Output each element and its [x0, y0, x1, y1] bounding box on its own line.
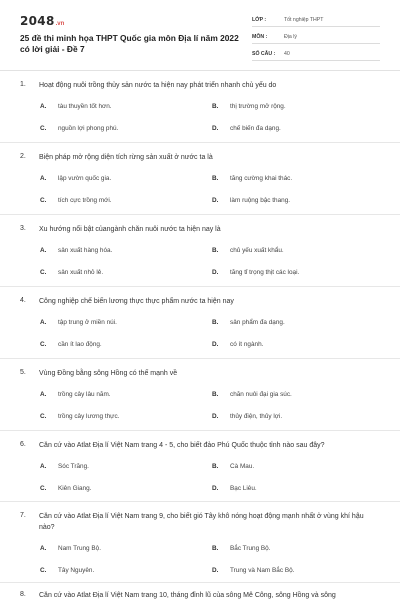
- option-a[interactable]: [40, 103, 112, 110]
- question-text: Vùng Đồng bằng sông Hồng có thế mạnh về: [39, 370, 178, 377]
- option-d[interactable]: [212, 341, 263, 348]
- option-text: Cà Mau.: [230, 463, 255, 470]
- site-logo[interactable]: [20, 14, 64, 28]
- option-b[interactable]: [212, 247, 284, 254]
- question-text: Hoạt động nuôi trồng thủy sản nước ta hiện nay phát triển nhanh chủ yếu do: [39, 82, 277, 89]
- option-letter: C.: [40, 485, 47, 492]
- option-text: nguồn lợi phong phú.: [58, 125, 119, 132]
- question-number: 5.: [20, 369, 26, 376]
- question-row: [20, 81, 380, 92]
- option-text: cần ít lao động.: [58, 341, 102, 348]
- option-d[interactable]: [212, 197, 290, 204]
- meta-label: LỚP :: [252, 17, 267, 23]
- question-text: Xu hướng nổi bật củangành chăn nuôi nước ta hiện nay là: [39, 226, 221, 233]
- option-c[interactable]: [40, 567, 94, 574]
- option-a[interactable]: [40, 463, 89, 470]
- option-a[interactable]: [40, 247, 112, 254]
- option-d[interactable]: [212, 567, 294, 574]
- question-number: 3.: [20, 225, 26, 232]
- meta-question-count: [252, 48, 380, 61]
- option-text: trồng cây lương thực.: [58, 413, 120, 420]
- question-row: [20, 153, 380, 164]
- option-text: Trung và Nam Bắc Bộ.: [230, 567, 295, 574]
- question-number: 7.: [20, 512, 26, 519]
- option-letter: D.: [212, 125, 219, 132]
- option-letter: C.: [40, 197, 47, 204]
- option-a[interactable]: [40, 175, 111, 182]
- question-item: [0, 215, 400, 287]
- question-number: 4.: [20, 297, 26, 304]
- option-letter: A.: [40, 391, 47, 398]
- document-title: 25 đề thi minh họa THPT Quốc gia môn Địa lí năm 2022 có lời giải - Đề 7: [20, 33, 239, 54]
- question-row: [20, 512, 380, 533]
- option-b[interactable]: [212, 319, 285, 326]
- option-text: trồng cây lâu năm.: [58, 391, 111, 398]
- question-text: Công nghiệp chế biến lương thực thực phẩm nước ta hiện nay: [39, 298, 234, 305]
- option-b[interactable]: [212, 103, 286, 110]
- option-letter: C.: [40, 341, 47, 348]
- option-letter: D.: [212, 269, 219, 276]
- meta-value: Địa lý: [284, 34, 297, 40]
- option-letter: D.: [212, 341, 219, 348]
- option-letter: B.: [212, 391, 219, 398]
- meta-label: SỐ CÂU :: [252, 51, 276, 57]
- question-text: Căn cứ vào Atlat Địa lí Việt Nam trang 9, cho biết gió Tây khô nóng hoạt động mạnh nhất ở vùng khí hậu nào?: [39, 513, 364, 531]
- option-b[interactable]: [212, 545, 271, 552]
- meta-subject: [252, 31, 380, 44]
- option-letter: D.: [212, 413, 219, 420]
- meta-grade: [252, 14, 380, 27]
- option-c[interactable]: [40, 485, 91, 492]
- question-row: [20, 591, 380, 600]
- option-text: thị trường mở rộng.: [230, 103, 286, 110]
- option-text: Bắc Trung Bộ.: [230, 545, 271, 552]
- question-text: Căn cứ vào Atlat Địa lí Việt Nam trang 4 - 5, cho biết đảo Phú Quốc thuộc tỉnh nào sau đây?: [39, 442, 325, 449]
- option-text: thủy điện, thủy lợi.: [230, 413, 283, 420]
- option-text: sản xuất hàng hóa.: [58, 247, 113, 254]
- option-letter: D.: [212, 567, 219, 574]
- question-row: [20, 369, 380, 380]
- meta-value: 40: [284, 51, 290, 57]
- option-letter: D.: [212, 197, 219, 204]
- option-text: sản phẩm đa dạng.: [230, 319, 285, 326]
- option-d[interactable]: [212, 269, 299, 276]
- option-c[interactable]: [40, 269, 103, 276]
- option-b[interactable]: [212, 463, 254, 470]
- question-item: [0, 583, 400, 600]
- option-letter: B.: [212, 545, 219, 552]
- option-letter: C.: [40, 125, 47, 132]
- option-letter: A.: [40, 247, 47, 254]
- option-text: sản xuất nhỏ lẻ.: [58, 269, 104, 276]
- question-row: [20, 441, 380, 452]
- option-letter: C.: [40, 567, 47, 574]
- option-text: Bạc Liêu.: [230, 485, 257, 492]
- question-list: [0, 71, 400, 600]
- question-item: [0, 431, 400, 502]
- option-text: chế biến đa dạng.: [230, 125, 281, 132]
- meta-value: Tốt nghiệp THPT: [284, 17, 324, 23]
- question-number: 1.: [20, 81, 26, 88]
- option-letter: A.: [40, 103, 47, 110]
- logo-text: 2048: [20, 14, 55, 28]
- option-letter: D.: [212, 485, 219, 492]
- question-item: [0, 359, 400, 431]
- option-a[interactable]: [40, 545, 101, 552]
- question-item: [0, 502, 400, 583]
- option-a[interactable]: [40, 319, 117, 326]
- option-letter: B.: [212, 463, 219, 470]
- option-letter: B.: [212, 103, 219, 110]
- question-item: [0, 287, 400, 359]
- option-text: Tây Nguyên.: [58, 567, 95, 574]
- option-text: tích cực trồng mới.: [58, 197, 112, 204]
- option-d[interactable]: [212, 485, 257, 492]
- option-letter: B.: [212, 175, 219, 182]
- option-letter: B.: [212, 319, 219, 326]
- option-text: lập vườn quốc gia.: [58, 175, 112, 182]
- option-text: Sóc Trăng.: [58, 463, 89, 470]
- option-text: chăn nuôi đại gia súc.: [230, 391, 292, 398]
- option-letter: A.: [40, 319, 47, 326]
- option-c[interactable]: [40, 197, 112, 204]
- option-letter: C.: [40, 269, 47, 276]
- exam-meta: [252, 14, 380, 65]
- option-text: Nam Trung Bộ.: [58, 545, 101, 552]
- question-number: 8.: [20, 591, 26, 598]
- option-letter: A.: [40, 175, 47, 182]
- option-letter: C.: [40, 413, 47, 420]
- option-b[interactable]: [212, 391, 292, 398]
- option-c[interactable]: [40, 341, 102, 348]
- meta-label: MÔN :: [252, 34, 268, 40]
- option-text: có ít ngành.: [230, 341, 264, 348]
- document-header: [0, 0, 400, 64]
- option-a[interactable]: [40, 391, 111, 398]
- option-text: tăng cường khai thác.: [230, 175, 293, 182]
- option-c[interactable]: [40, 413, 119, 420]
- option-text: chủ yếu xuất khẩu.: [230, 247, 284, 254]
- option-letter: A.: [40, 545, 47, 552]
- question-row: [20, 297, 380, 308]
- option-text: tàu thuyền tốt hơn.: [58, 103, 112, 110]
- option-d[interactable]: [212, 125, 281, 132]
- option-text: Kiên Giang.: [58, 485, 92, 492]
- option-letter: B.: [212, 247, 219, 254]
- option-text: tập trung ở miền núi.: [58, 319, 117, 326]
- option-text: tăng tỉ trọng thịt các loại.: [230, 269, 300, 276]
- question-text: Căn cứ vào Atlat Địa lí Việt Nam trang 10, tháng đỉnh lũ của sông Mê Công, sông Hồng và sông: [39, 592, 336, 599]
- question-row: [20, 225, 380, 236]
- option-letter: A.: [40, 463, 47, 470]
- logo-suffix: .vn: [55, 21, 65, 27]
- question-number: 6.: [20, 441, 26, 448]
- question-text: Biện pháp mở rộng diện tích rừng sản xuất ở nước ta là: [39, 154, 213, 161]
- option-c[interactable]: [40, 125, 118, 132]
- option-text: làm ruộng bậc thang.: [230, 197, 291, 204]
- question-item: [0, 71, 400, 143]
- question-number: 2.: [20, 153, 26, 160]
- question-item: [0, 143, 400, 215]
- option-b[interactable]: [212, 175, 292, 182]
- option-d[interactable]: [212, 413, 282, 420]
